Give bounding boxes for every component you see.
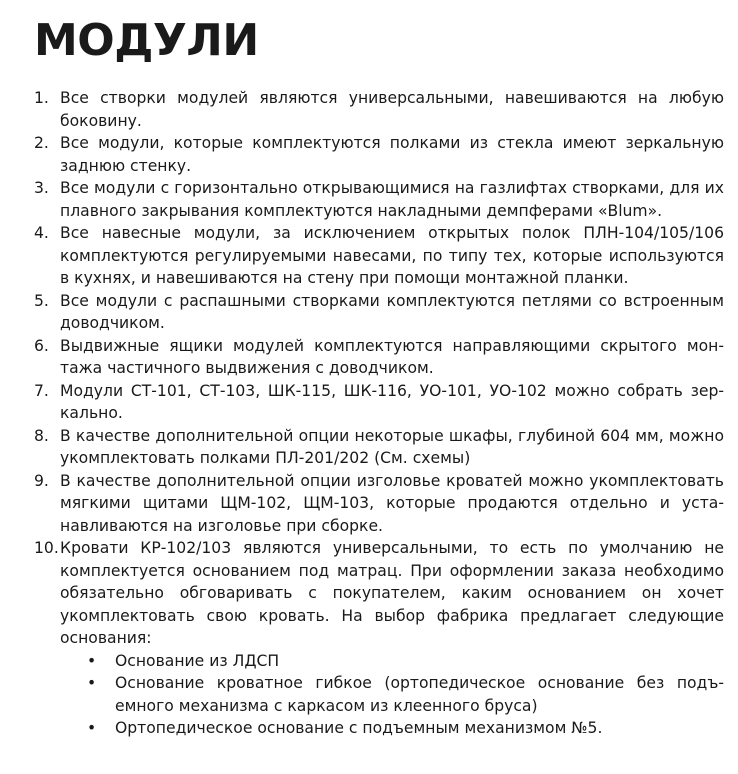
- list-item-number: 8.: [34, 426, 49, 445]
- list-item-number: 6.: [34, 336, 49, 355]
- list-item-number: 1.: [34, 89, 49, 107]
- list-item-text: В качестве дополнительной опции некоторые шкафы, глубиной 604 мм, можно укомплектовать полками ПЛ-201/202 (См. схемы): [60, 426, 724, 467]
- bullet-item-text: Ортопедическое основание с подъемным механизмом №5.: [115, 719, 603, 737]
- list-item-2: [0, 132, 724, 177]
- list-item-7: [0, 380, 724, 425]
- list-item-9: [0, 470, 724, 538]
- list-item-text: Все створки модулей являются универсальными, навешиваются на любую боковину.: [60, 89, 724, 130]
- list-item-number: 3.: [34, 179, 49, 197]
- bullet-item-3: [60, 717, 724, 740]
- page-title: МОДУЛИ: [34, 15, 259, 66]
- list-item-number: 2.: [34, 134, 49, 152]
- list-item-text: Модули СТ-101, СТ-103, ШК-115, ШК-116, УО-101, УО-102 можно собрать зеркально.: [60, 381, 724, 422]
- list-item-text: Выдвижные ящики модулей комплектуются направляющими скрытого монтажа частичного выдвижения с доводчиком.: [60, 336, 724, 377]
- list-item-8: [0, 425, 724, 470]
- list-item-4: [0, 222, 724, 290]
- bullet-list: [60, 650, 724, 740]
- list-item-text: Кровати КР-102/103 являются универсальными, то есть по умолчанию не комплектуется основанием под матрац. При оформлении заказа необходимо обязательно обговаривать с покупателем, каким основанием он хочет укомплектовать свою кровать. На выбор фабрика предлагает следующие основания:: [60, 539, 724, 647]
- bullet-icon: •: [87, 674, 97, 692]
- list-item-number: 7.: [34, 381, 49, 400]
- bullet-item-1: [60, 650, 724, 673]
- list-item-number: 5.: [34, 291, 49, 310]
- list-item-5: [0, 290, 724, 335]
- list-item-text: Все модули с распашными створками комплектуются петлями со встроенным доводчиком.: [60, 291, 724, 332]
- numbered-list: [0, 87, 738, 740]
- bullet-item-2: [60, 672, 724, 717]
- list-item-number: 9.: [34, 471, 49, 490]
- list-item-text: Все модули с горизонтально открывающимися на газлифтах створками, для их плавного закрывания комплектуются накладными демпферами «Blum».: [60, 179, 724, 220]
- list-item-3: [0, 177, 724, 222]
- list-item-text: В качестве дополнительной опции изголовье кроватей можно укомплектoвать мягкими щитами ЩМ-102, ЩМ-103, которые продаются отдельно и устанавливаются на изголовье при сборке.: [60, 471, 724, 535]
- list-item-6: [0, 335, 724, 380]
- bullet-icon: •: [87, 651, 97, 670]
- list-item-text: Все модули, которые комплектуются полками из стекла имеют зеркальную заднюю стенку.: [60, 134, 724, 175]
- list-item-1: [0, 87, 724, 132]
- bullet-icon: •: [87, 719, 97, 737]
- list-item-number: 4.: [34, 224, 49, 242]
- list-item-number: 10.: [34, 539, 59, 557]
- list-item-10: [0, 537, 724, 740]
- list-item-text: Все навесные модули, за исключением открытых полок ПЛН-104/105/106 комплектуются регулируемыми навесами, по типу тех, которые используются в кухнях, и навешиваются на стену при помощи монтажной планки.: [60, 224, 724, 287]
- bullet-item-text: Основание из ЛДСП: [115, 651, 280, 670]
- bullet-item-text: Основание кроватное гибкое (ортопедическое основание без подъемного механизма с каркасом из клееннoго бруса): [115, 674, 724, 715]
